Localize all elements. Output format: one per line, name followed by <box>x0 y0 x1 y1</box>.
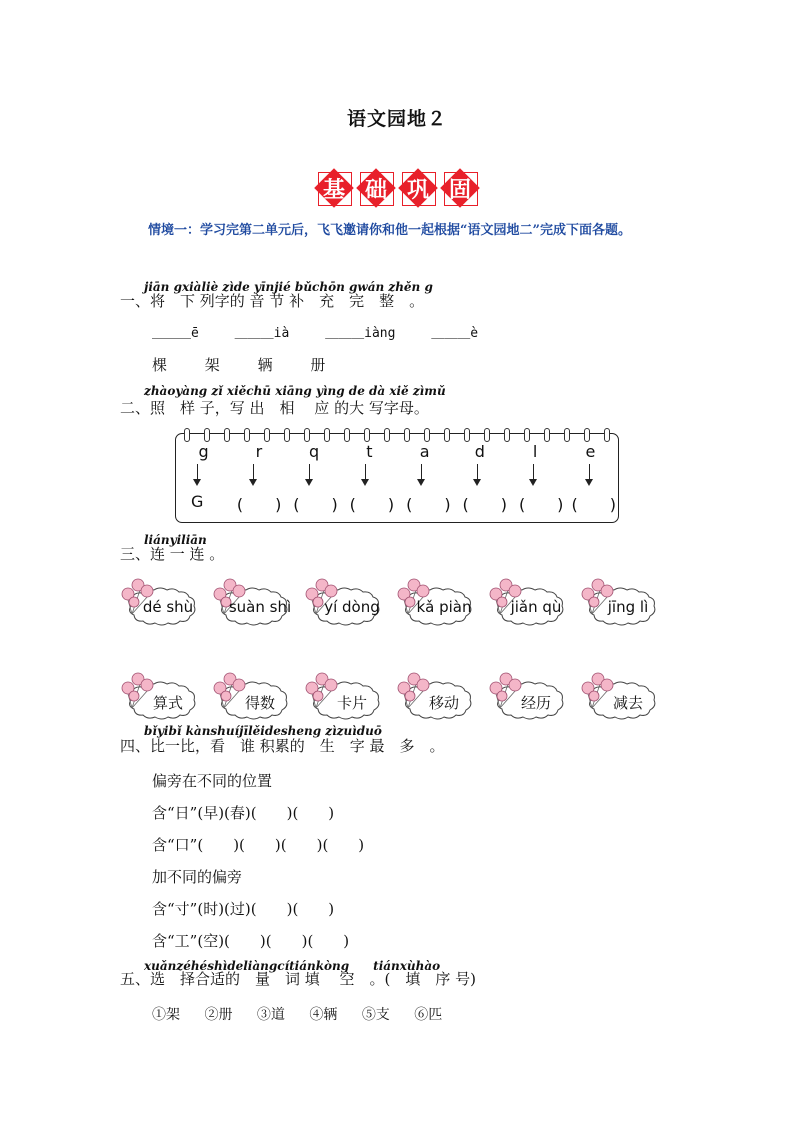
binder-ring-icon <box>484 428 490 442</box>
option-item: ②册 <box>204 1007 233 1023</box>
binder-ring-icon <box>604 428 610 442</box>
banner-char: 巩 <box>398 168 438 208</box>
down-arrow-icon <box>253 464 254 482</box>
down-arrow-icon <box>421 464 422 482</box>
binder-ring-icon <box>244 428 250 442</box>
option-item: ①架 <box>152 1007 180 1023</box>
cloud-label: 移动 <box>428 693 459 712</box>
binder-ring-icon <box>564 428 570 442</box>
lowercase-letter: a <box>419 442 430 461</box>
lowercase-letter: e <box>585 442 596 461</box>
binder-ring-icon <box>384 428 390 442</box>
word-cloud[interactable] <box>486 670 572 714</box>
uppercase-blank[interactable]: ( ) <box>236 495 282 514</box>
cloud-label: kǎ piàn <box>416 598 472 616</box>
q5-options <box>152 1004 462 1024</box>
cloud-label: jīng lì <box>607 598 649 616</box>
binder-ring-icon <box>184 428 190 442</box>
down-arrow-icon <box>533 464 534 482</box>
intro-text: 情境一：学习完第二单元后，飞飞邀请你和他一起根据“语文园地二”完成下面各题。 <box>148 223 631 238</box>
option-item: ③道 <box>256 1007 285 1023</box>
binder-ring-icon <box>284 428 290 442</box>
lowercase-letter: r <box>255 442 263 461</box>
q1-heading: 一、将 下 列字的 音 节 补 充 完 整 。 <box>120 292 425 310</box>
section-banner <box>0 168 794 208</box>
word-cloud[interactable] <box>210 576 296 620</box>
down-arrow-icon <box>309 464 310 482</box>
binder-ring-icon <box>544 428 550 442</box>
q4-line-kou[interactable]: 含“口”( )( )( )( ) <box>152 836 365 854</box>
binder-ring-icon <box>304 428 310 442</box>
binder-ring-icon <box>404 428 410 442</box>
binder-ring-icon <box>504 428 510 442</box>
cloud-label: 经历 <box>520 693 551 712</box>
uppercase-blank[interactable]: ( ) <box>571 495 616 514</box>
uppercase-example: G <box>191 492 204 511</box>
uppercase-blank[interactable]: ( ) <box>462 495 508 514</box>
q5-heading: 五、选 择合适的 量 词 填 空 。( 填 序 号) <box>120 970 477 988</box>
cloud-label: jiǎn qù <box>510 598 562 616</box>
q4-heading: 四、比一比，看 谁 积累的 生 字 最 多 。 <box>120 737 445 755</box>
uppercase-blank[interactable]: ( ) <box>293 495 338 514</box>
q3-pinyin: liányiliān <box>144 533 207 547</box>
q1-chars <box>152 354 358 375</box>
blank-syllable[interactable]: ＿＿＿iàng <box>325 326 396 341</box>
word-cloud[interactable] <box>578 670 664 714</box>
word-cloud[interactable] <box>486 576 572 620</box>
cloud-label: dé shù <box>142 598 194 616</box>
down-arrow-icon <box>365 464 366 482</box>
lowercase-letter: t <box>366 442 373 461</box>
option-item: ④辆 <box>309 1007 338 1023</box>
binder-ring-icon <box>464 428 470 442</box>
lowercase-letter: l <box>532 442 538 461</box>
blank-syllable[interactable]: ＿＿＿ià <box>234 326 290 341</box>
cloud-label: yí dòng <box>324 598 380 616</box>
char-item: 册 <box>310 356 326 374</box>
binder-ring-icon <box>424 428 430 442</box>
q4-subheading-position: 偏旁在不同的位置 <box>152 772 273 790</box>
lowercase-row <box>176 442 618 461</box>
letter-box <box>175 433 619 523</box>
binder-ring-icon <box>444 428 450 442</box>
q4-line-ri[interactable]: 含“日”(早)(春)( )( ) <box>152 804 335 822</box>
lowercase-letter: g <box>198 442 209 461</box>
q1-blanks <box>152 322 506 341</box>
lowercase-letter: q <box>309 442 320 461</box>
uppercase-row <box>176 492 618 515</box>
word-cloud[interactable] <box>394 670 480 714</box>
page-title: 语文园地２ <box>346 108 447 130</box>
binder-ring-icon <box>584 428 590 442</box>
option-item: ⑥匹 <box>414 1007 443 1023</box>
blank-syllable[interactable]: ＿＿＿è <box>431 326 479 341</box>
binder-ring-icon <box>344 428 350 442</box>
banner-char: 础 <box>356 168 396 208</box>
q1-pinyin: jiān gxiàliè zìde yīnjié bǔchōn gwán zhěn g <box>144 280 433 294</box>
uppercase-blank[interactable]: ( ) <box>349 495 395 514</box>
word-cloud[interactable] <box>302 576 388 620</box>
q4-subheading-radical: 加不同的偏旁 <box>152 868 243 886</box>
word-cloud[interactable] <box>210 670 296 714</box>
q2-pinyin: zhàoyàng zǐ xiěchū xiāng yìng de dà xiě zìmǔ <box>144 384 446 398</box>
blank-syllable[interactable]: ＿＿＿ē <box>152 326 199 341</box>
word-cloud[interactable] <box>118 576 204 620</box>
down-arrow-icon <box>197 464 198 482</box>
q4-pinyin: bǐyibǐ kànshuíjīlěidesheng zìzuìduō <box>144 724 382 738</box>
word-cloud[interactable] <box>394 576 480 620</box>
cloud-label: 算式 <box>152 693 183 712</box>
q3-heading: 三、连 一 连 。 <box>120 545 225 563</box>
banner-char: 固 <box>440 168 480 208</box>
uppercase-blank[interactable]: ( ) <box>406 495 451 514</box>
binder-ring-icon <box>524 428 530 442</box>
binder-ring-icon <box>264 428 270 442</box>
binder-ring-icon <box>324 428 330 442</box>
down-arrow-icon <box>477 464 478 482</box>
char-item: 棵 <box>152 356 168 374</box>
banner-char: 基 <box>314 168 354 208</box>
word-cloud[interactable] <box>302 670 388 714</box>
uppercase-blank[interactable]: ( ) <box>518 495 564 514</box>
q2-heading: 二、照 样 子，写 出 相 应 的大 写字母。 <box>120 399 429 417</box>
q4-line-gong[interactable]: 含“工”(空)( )( )( ) <box>152 932 350 950</box>
word-cloud[interactable] <box>118 670 204 714</box>
lowercase-letter: d <box>474 442 485 461</box>
binder-ring-icon <box>204 428 210 442</box>
q5-pinyin: xuǎnzéhéshìdeliàngcítiánkòng tiánxùhào <box>144 959 441 973</box>
q4-line-cun[interactable]: 含“寸”(时)(过)( )( ) <box>152 900 335 918</box>
cloud-label: suàn shì <box>228 598 292 616</box>
cloud-label: 得数 <box>244 693 275 712</box>
char-item: 架 <box>204 356 220 374</box>
binder-ring-icon <box>224 428 230 442</box>
option-item: ⑤支 <box>361 1007 390 1023</box>
cloud-label: 卡片 <box>336 693 367 712</box>
cloud-label: 减去 <box>612 693 643 712</box>
down-arrow-icon <box>589 464 590 482</box>
char-item: 辆 <box>257 356 273 374</box>
binder-ring-icon <box>364 428 370 442</box>
word-cloud[interactable] <box>578 576 664 620</box>
